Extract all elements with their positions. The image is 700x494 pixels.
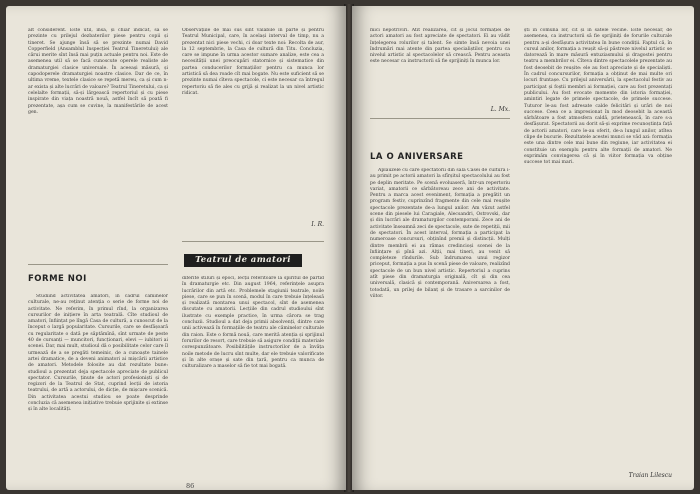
author-signature: I. R. xyxy=(311,221,324,228)
banner-teatrul-de-amatori: Teatrul de amatori xyxy=(184,254,302,267)
right-column-2 xyxy=(524,28,672,472)
author-signature: L. Mx. xyxy=(490,106,510,113)
left-top-column-1 xyxy=(28,28,168,260)
author-signature: Traian Lilescu xyxy=(628,472,672,479)
right-bottom-column-1 xyxy=(370,168,510,480)
right-page xyxy=(352,6,694,490)
article-text: Aplauzele cu care spectatorii din sala Casei de cultură i-au primit pe actorii amatori la sfîrșitul spectacolului au fost pe deplin meritate. Pe scenă evoluaseră, într-un repertoriu variat, amatorii ce sărbătoreau zece ani de activitate. Pentru a marca acest eveniment, formația a pregătit un program festiv, cuprinzînd fragmente din cele mai reușite spectacole prezentate de-a lungul anilor. Am văzut astfel scene din piesele lui Caragiale, Alecsandri, Ostrovski, dar și din lucrări ale dramaturgilor contemporani. Zece ani de activitate înseamnă zeci de spectacole, sute de repetiții, mii de spectatori. În acest interval, formația a participat la numeroase concursuri, obținînd premii și distincții. Mulți dintre membrii ei au rămas credincioși scenei de la înființare și pînă azi. Alții, mai tineri, au venit să completeze rîndurile. Sub îndrumarea unui regizor priceput, formația a pus în scenă piese de valoare, realizînd spectacole de un bun nivel artistic. Repertoriul a cuprins atît piese din dramaturgia originală, cît și din cea universală, clasică și contemporană. Aniversarea a fost, totodată, un prilej de bilanț și de trasare a sarcinilor de viitor. xyxy=(370,168,510,299)
article-text: Studiind activitatea amatori, în cadrul căminelor culturale, ne-au reținut atenția o serie de forme noi de activitate. Ne referim, în primul rînd, la organizarea cursurilor de inițiere în arta teatrală. Cîte studioul de amatori, înființat pe lîngă Casa de cultură, a cunoscut de la început o largă popularitate. Cursurile, care se desfășoară cu regularitate o dată pe săptămînă, sînt urmate de peste 40 de cursanți — muncitori, funcționari, elevi — iubitori ai scenei. Dar, mai mult, studioul dă o posibilitate celor care îl urmează de a se pregăti temeinic, de a cunoaște tainele artei dramatice, de a deveni animatori ai mișcării artistice de amatori. Metodele folosite au dat rezultate bune: studioul a prezentat deja spectacole apreciate de publicul spectator. Cursurile, ținute de actori profesioniști și de regizori de la Teatrul de Stat, cuprind lecții de istoria teatrului, de artă a actorului, de dicție, de mișcare scenică. Din activitatea acestui studiou se poate desprinde concluzia că asemenea inițiative trebuie sprijinite și extinse și în alte localități. xyxy=(28,294,168,413)
section-divider xyxy=(370,118,510,119)
right-top-column-1 xyxy=(370,28,510,104)
section-title-forme-noi: FORME NOI xyxy=(28,274,87,284)
article-text: ști în comună lor, cît și în satele vecine. Este necesar, de asemenea, ca instructorii să fie sprijiniți de forurile culturale pentru a-și desfășura activitatea în bune condiții. Faptul că, în cursul anilor, formația a reușit să-și păstreze nivelul artistic se datorează în mare măsură entuziasmului și dragostei pentru teatru a membrilor ei. Cîteva dintre spectacolele prezentate au fost deosebit de reușite: ele au fost apreciate și de specialiști. În cadrul concursurilor, formația a obținut de mai multe ori locuri fruntașe. Cu prilejul aniversării, la spectacolul festiv au participat și foștii membri ai formației, care au fost prezentați publicului. Au fost evocate momente din istoria formației, amintiri legate de primele spectacole, de primele succese. Tuturor le-au fost adresate calde felicitări și urări de noi succese. Ceea ce a impresionat în mod deosebit la această sărbătoare a fost atmosfera caldă, prietenească, în care s-a desfășurat. Spectatorii au dorit să-și exprime recunoștința față de actorii amatori, care le-au oferit, de-a lungul anilor, atîtea clipe de bucurie. Rezultatele acestei munci se văd azi: formația este una dintre cele mai bune din regiune, iar activitatea ei constituie un exemplu pentru alte formații de amatori. Ne exprimăm convingerea că și în viitor formația va obține succese tot mai mari. xyxy=(524,28,672,166)
article-text: diferite stiluri și epoci, lecții referitoare la spiritul de partid în dramaturgie etc. Din august 1964, referințele asupra lucrărilor din artă etc. Problemele stagiunii teatrale, noile piese, care se pun în scenă, modul în care trebuie înțeleasă și realizată montarea unui spectacol, sînt de asemenea discutate cu amatorii. Lecțiile din cadrul studioului sînt ilustrate cu exemple practice, în urma cărora se trag concluzii. Studioul a dat deja primii absolvenți, dintre care unii activează în formațiile de teatru ale căminelor culturale din raion. Este o formă nouă, care merită atenția și sprijinul forurilor de resort, care trebuie să asigure condiții materiale corespunzătoare. Posibilitățile instructorilor de a învăța noile metode de lucru sînt multe, dar ele trebuie valorificate și în alte orașe și sate din țară, pentru ca munca de culturalizare a maselor să fie tot mai bogată. xyxy=(182,276,324,370)
article-text: Observațiile de mai sus sînt valabile în parte și pentru Teatrul Municipal, care, în același interval de timp, nu a prezentat nici piese vechi, ci doar texte noi: Recolta de aur, la 12 septembrie, la Casa de cultură din Titu. Concluzia, care se impune în urma acestor sumare analize, este cea a necesității unei preocupări statornice și sistematice din partea conducerilor formațiilor pentru ca munca lor artistică să dea roade cît mai bogate. Nu este suficient să se prezinte numai cîteva spectacole, ci este necesar ca întregul repertoriu să fie ales cu grijă și realizat la un nivel artistic ridicat. xyxy=(182,28,324,96)
article-text: alt considerent. Este util, însă, și chiar indicat, să se prezinte cu prilejul dezbaterilor piese pentru copii și tineret. Se ajunge însă să se prezinte numai David Copperfield (Ansamblul Inspecției Teatrul Tineretului) ale cărui merite sînt însă mai puțin actuale pentru noi. Este de asemenea util să se facă cunoscute operele realiste ale dramaturgiei clasice universale. În aceeași măsură, și capodoperele dramaturgiei noastre clasice. Dar de ce, în ultima vreme, textele clasice se repetă mereu, ca și cum n-ar exista și alte lucrări de valoare? Teatrul Tineretului, ca și celelalte formații, să-și lărgească repertoriul și cu piese inspirate din viața noastră nouă, astfel încît să poată fi prezentate, așa cum se cuvine, la manifestările de acest gen. xyxy=(28,28,168,115)
left-top-column-2 xyxy=(182,28,324,188)
section-divider xyxy=(28,264,168,265)
left-page xyxy=(6,6,346,490)
section-title-la-o-aniversare: LA O ANIVERSARE xyxy=(370,152,464,162)
article-text: mici nepotriviri. Atît realizarea, cît și jocul formației de actori amatori au fost apreciate de spectatori. Ei au vădit înțelegerea rolurilor și talent. Se simte însă nevoia unei îndrumări mai atente din partea specialiștilor, pentru ca nivelul artistic al spectacolelor să crească. Pentru aceasta este necesar ca instructorii să fie sprijiniți în munca lor. xyxy=(370,28,510,65)
left-bottom-column-2 xyxy=(182,276,324,480)
left-bottom-column-1 xyxy=(28,294,168,480)
page-number: 86 xyxy=(186,482,195,490)
section-divider xyxy=(182,241,324,242)
